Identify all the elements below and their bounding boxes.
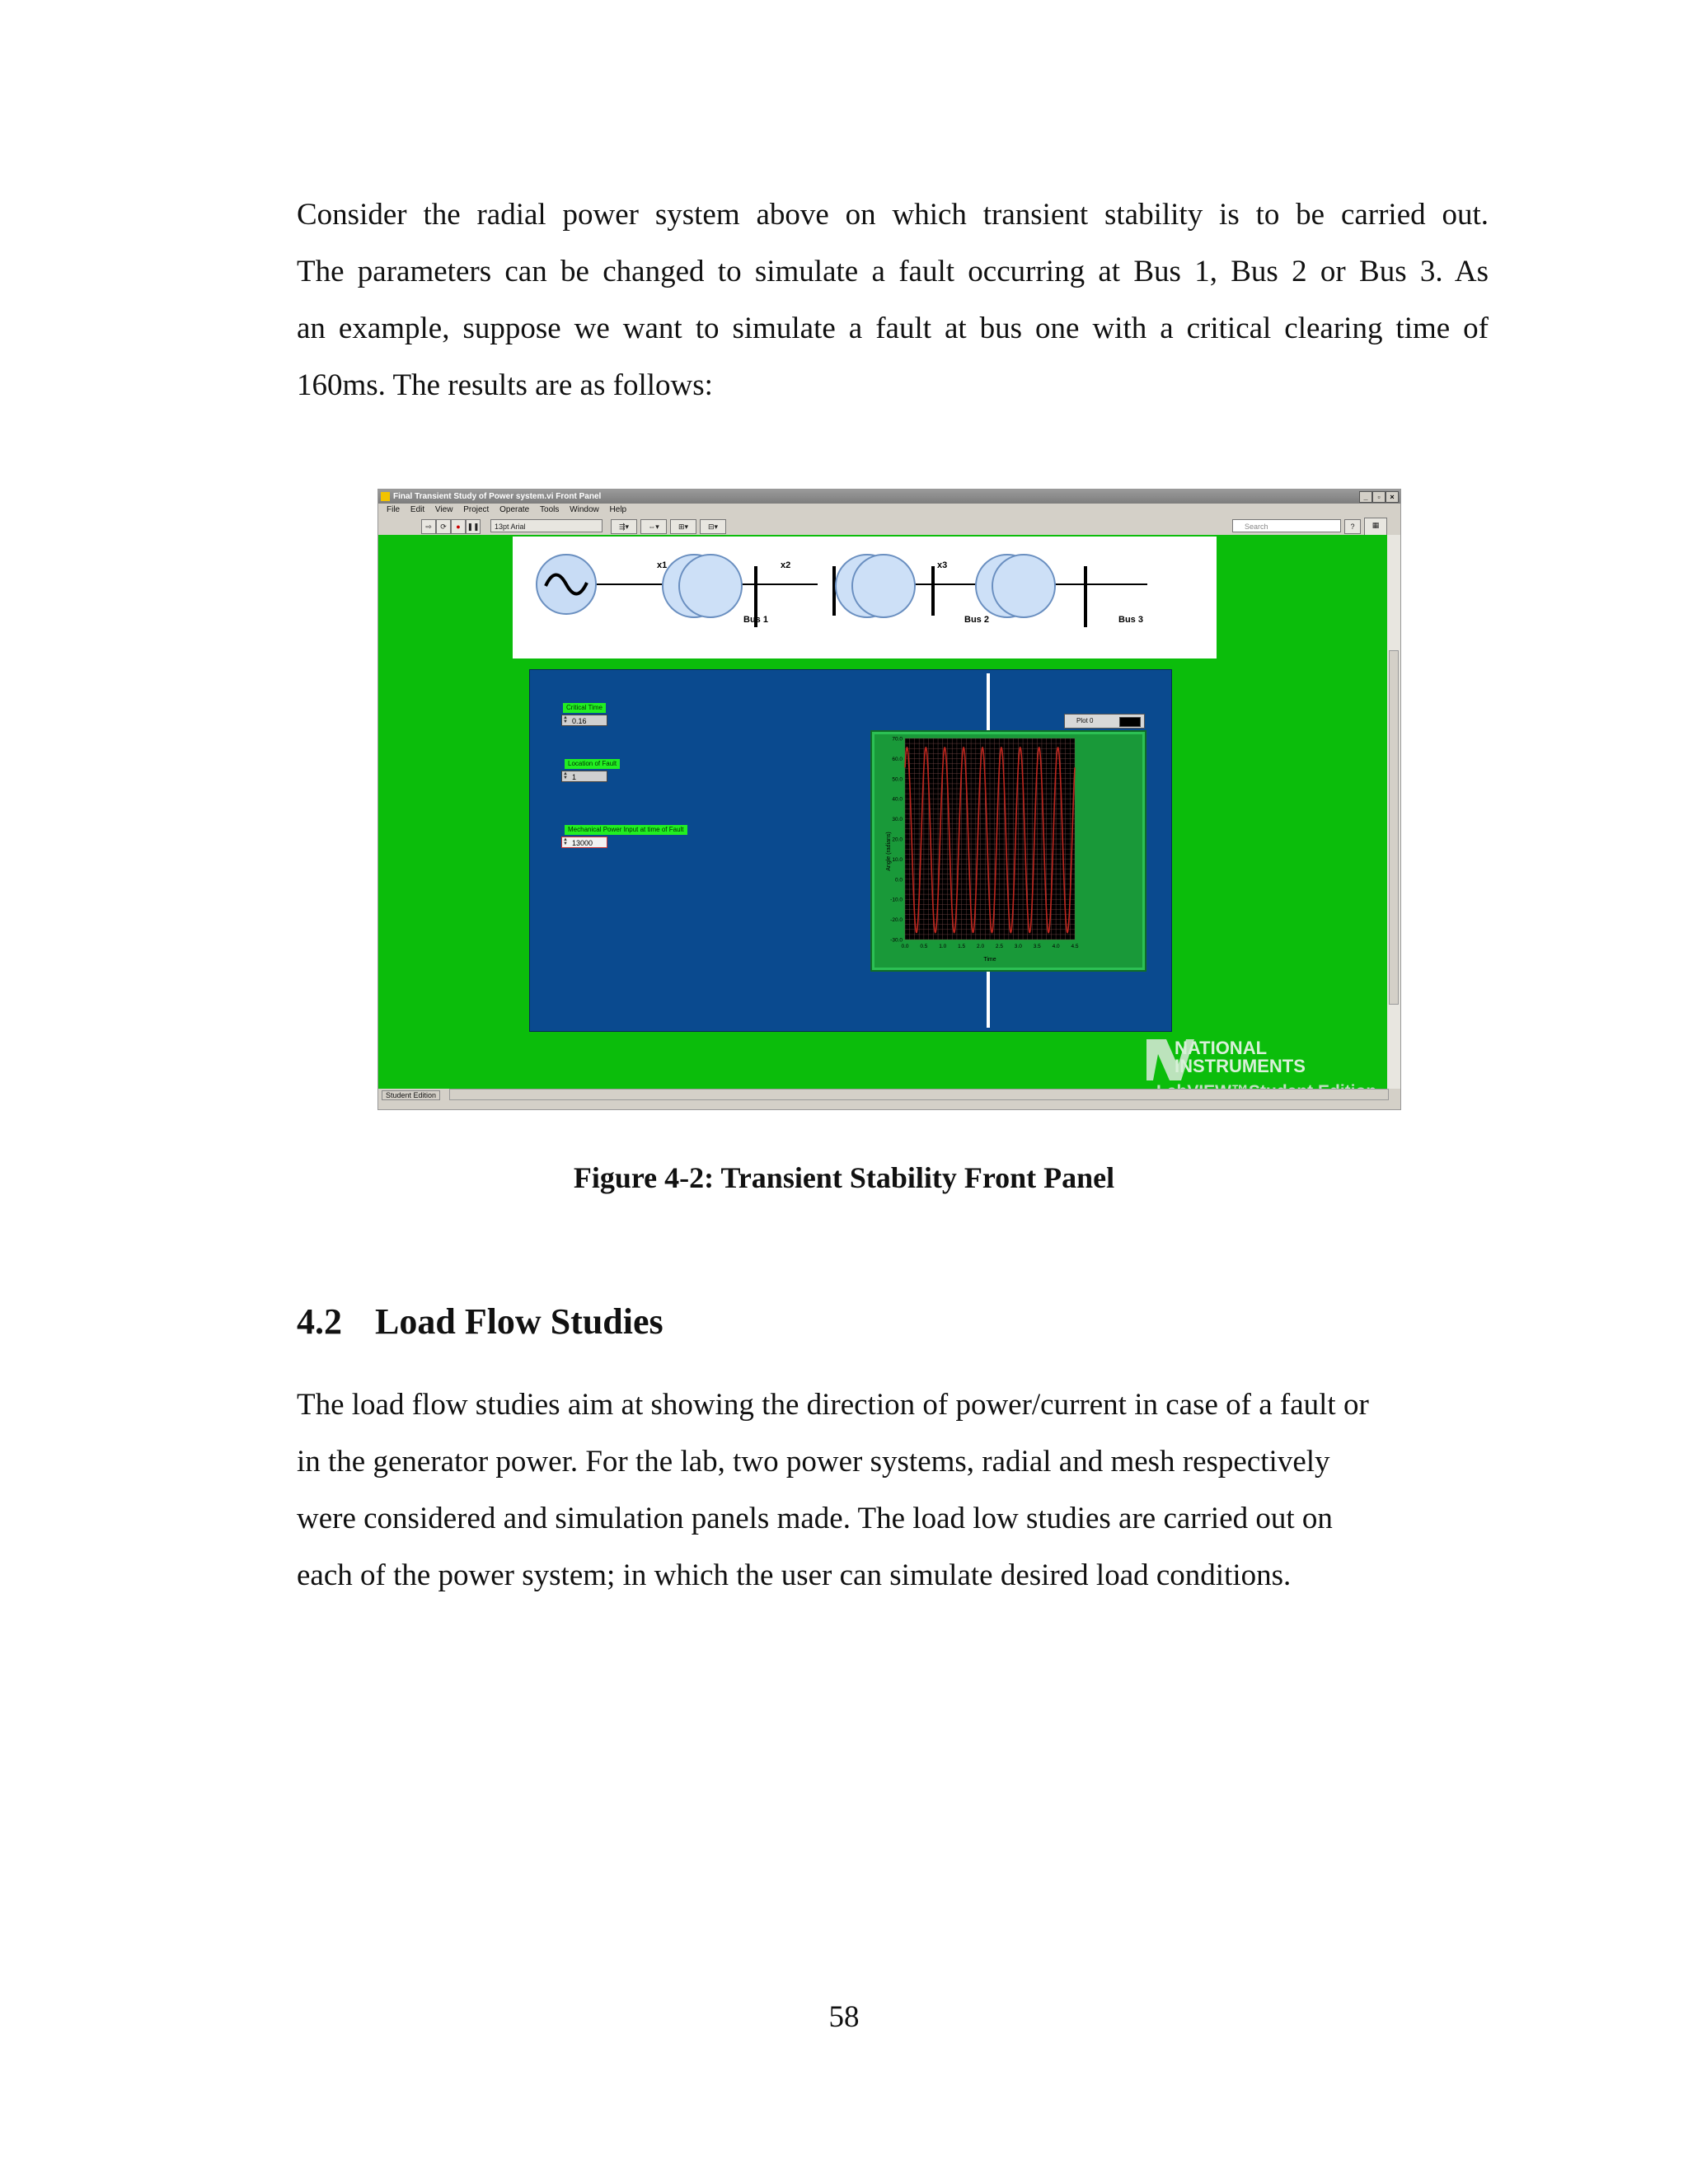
window-title: Final Transient Study of Power system.vi Front Panel (393, 492, 602, 501)
generator-icon (537, 555, 596, 614)
horizontal-scrollbar[interactable] (449, 1089, 1389, 1100)
menu-bar (378, 504, 1400, 517)
line-label-x2: x2 (781, 560, 791, 570)
menu-edit[interactable]: Edit (410, 505, 425, 514)
menu-tools[interactable]: Tools (540, 505, 560, 514)
fault-location-input[interactable] (561, 771, 607, 782)
y-tick-label: 60.0 (892, 756, 903, 762)
x-tick-label: 1.0 (939, 944, 947, 949)
font-select[interactable]: 13pt Arial (490, 519, 603, 532)
intro-paragraph (297, 186, 1489, 414)
bus-label-2: Bus 2 (964, 615, 989, 625)
figure-caption: Figure 4-2: Transient Stability Front Panel (573, 1161, 1115, 1194)
logo-line-2: INSTRUMENTS (1175, 1056, 1306, 1076)
plot-line-swatch-icon (1119, 717, 1141, 727)
text-line: 160ms. The results are as follows: (297, 368, 713, 402)
text-line: in the generator power. For the lab, two power systems, radial and mesh respectively (297, 1445, 1330, 1479)
x-tick-label: 3.0 (1014, 944, 1022, 949)
status-text: Student Edition (382, 1090, 440, 1100)
text-line: The parameters can be changed to simulate a fault occurring at Bus 1, Bus 2 or Bus 3. As (297, 255, 1489, 288)
mech-power-label: Mechanical Power Input at time of Fault (565, 825, 687, 835)
abort-icon[interactable]: ● (451, 519, 466, 534)
vi-icon[interactable]: ▦ (1364, 518, 1387, 541)
section-title: Load Flow Studies (375, 1301, 663, 1342)
menu-file[interactable]: File (387, 505, 401, 514)
stepper-icon[interactable]: ▲ ▼ (563, 715, 568, 724)
section-number: 4.2 (297, 1301, 342, 1342)
line-label-x3: x3 (937, 560, 948, 570)
text-line: each of the power system; in which the user can simulate desired load conditions. (297, 1558, 1292, 1592)
reorder-icon[interactable]: ⊟▾ (700, 519, 726, 534)
labview-run-icon (381, 492, 390, 501)
menu-project[interactable]: Project (463, 505, 490, 514)
section-heading (297, 1301, 663, 1343)
transformer-3-winding-b (992, 555, 1055, 617)
x-tick-label: 3.5 (1033, 944, 1041, 949)
x-tick-label: 1.5 (958, 944, 966, 949)
plot-legend-name: Plot 0 (1076, 717, 1094, 724)
resize-objects-icon[interactable]: ⊞▾ (670, 519, 696, 534)
x-tick-label: 4.5 (1071, 944, 1079, 949)
fault-location-label: Location of Fault (565, 759, 620, 769)
critical-time-input[interactable] (561, 715, 607, 726)
y-tick-label: 50.0 (892, 776, 903, 783)
load-flow-paragraph (297, 1376, 1489, 1604)
text-line: were considered and simulation panels made. The load low studies are carried out on (297, 1502, 1333, 1535)
vertical-scrollbar[interactable] (1387, 535, 1400, 1089)
fault-location-value: 1 (572, 773, 577, 781)
status-bar (378, 1089, 1400, 1102)
bus-label-3: Bus 3 (1118, 615, 1143, 625)
search-input[interactable]: Search (1232, 519, 1341, 532)
menu-view[interactable]: View (434, 505, 453, 514)
run-continuous-icon[interactable]: ⟳ (436, 519, 451, 534)
text-line: Consider the radial power system above on which transient stability is to be carried out. (297, 198, 1489, 232)
distribute-objects-icon[interactable]: ⇔▾ (640, 519, 667, 534)
window-titlebar (378, 490, 1400, 504)
text-line: an example, suppose we want to simulate a fault at bus one with a critical clearing time of (297, 312, 1489, 345)
help-icon[interactable]: ? (1344, 519, 1361, 534)
bus-label-1: Bus 1 (743, 615, 768, 625)
scroll-thumb[interactable] (1389, 650, 1399, 1005)
mech-power-value: 13000 (572, 839, 593, 847)
y-tick-label: -10.0 (890, 897, 903, 903)
minimize-icon[interactable]: _ (1359, 491, 1372, 503)
front-panel-canvas (378, 535, 1387, 1089)
y-tick-label: 20.0 (892, 837, 903, 843)
plot-legend[interactable] (1064, 714, 1145, 729)
line-label-x1: x1 (657, 560, 668, 570)
page-number: 58 (828, 2000, 860, 2034)
y-tick-label: 70.0 (892, 736, 903, 743)
y-tick-label: 40.0 (892, 796, 903, 803)
y-tick-label: 0.0 (894, 877, 903, 883)
critical-time-value: 0.16 (572, 717, 587, 725)
labview-front-panel-screenshot (377, 489, 1401, 1110)
x-tick-label: 0.0 (901, 944, 909, 949)
y-tick-label: -20.0 (890, 917, 903, 924)
logo-line-1: NATIONAL (1175, 1038, 1268, 1058)
align-objects-icon[interactable]: ⇶▾ (611, 519, 637, 534)
y-tick-label: -30.0 (890, 937, 903, 944)
x-tick-label: 0.5 (920, 944, 928, 949)
transformer-1-winding-b (679, 555, 742, 617)
critical-time-label: Critical Time (563, 703, 606, 713)
menu-help[interactable]: Help (609, 505, 627, 514)
waveform-graph[interactable] (870, 730, 1146, 972)
x-tick-label: 2.5 (995, 944, 1003, 949)
stepper-icon[interactable]: ▲ ▼ (563, 771, 568, 780)
toolbar (378, 517, 1400, 535)
single-line-diagram (513, 537, 1217, 658)
transformer-2-winding-b (852, 555, 915, 617)
menu-window[interactable]: Window (570, 505, 599, 514)
control-area (529, 669, 1172, 1032)
pause-icon[interactable]: ❚❚ (466, 519, 481, 534)
x-tick-label: 4.0 (1052, 944, 1060, 949)
graph-plot-svg (872, 732, 1145, 970)
y-tick-label: 10.0 (892, 856, 903, 863)
restore-icon[interactable]: ▫ (1372, 491, 1386, 503)
mech-power-input[interactable] (561, 837, 607, 848)
stepper-icon[interactable]: ▲ ▼ (563, 837, 568, 846)
power-system-diagram (513, 537, 1217, 658)
close-icon[interactable]: × (1386, 491, 1399, 503)
x-tick-label: 2.0 (977, 944, 985, 949)
x-axis-label: Time (983, 957, 996, 963)
y-tick-label: 30.0 (892, 817, 903, 823)
text-line: The load flow studies aim at showing the direction of power/current in case of a fault or (297, 1388, 1369, 1422)
y-axis-label: Angle (radians) (886, 832, 892, 871)
menu-operate[interactable]: Operate (499, 505, 530, 514)
run-arrow-icon[interactable]: ⇨ (421, 519, 436, 534)
